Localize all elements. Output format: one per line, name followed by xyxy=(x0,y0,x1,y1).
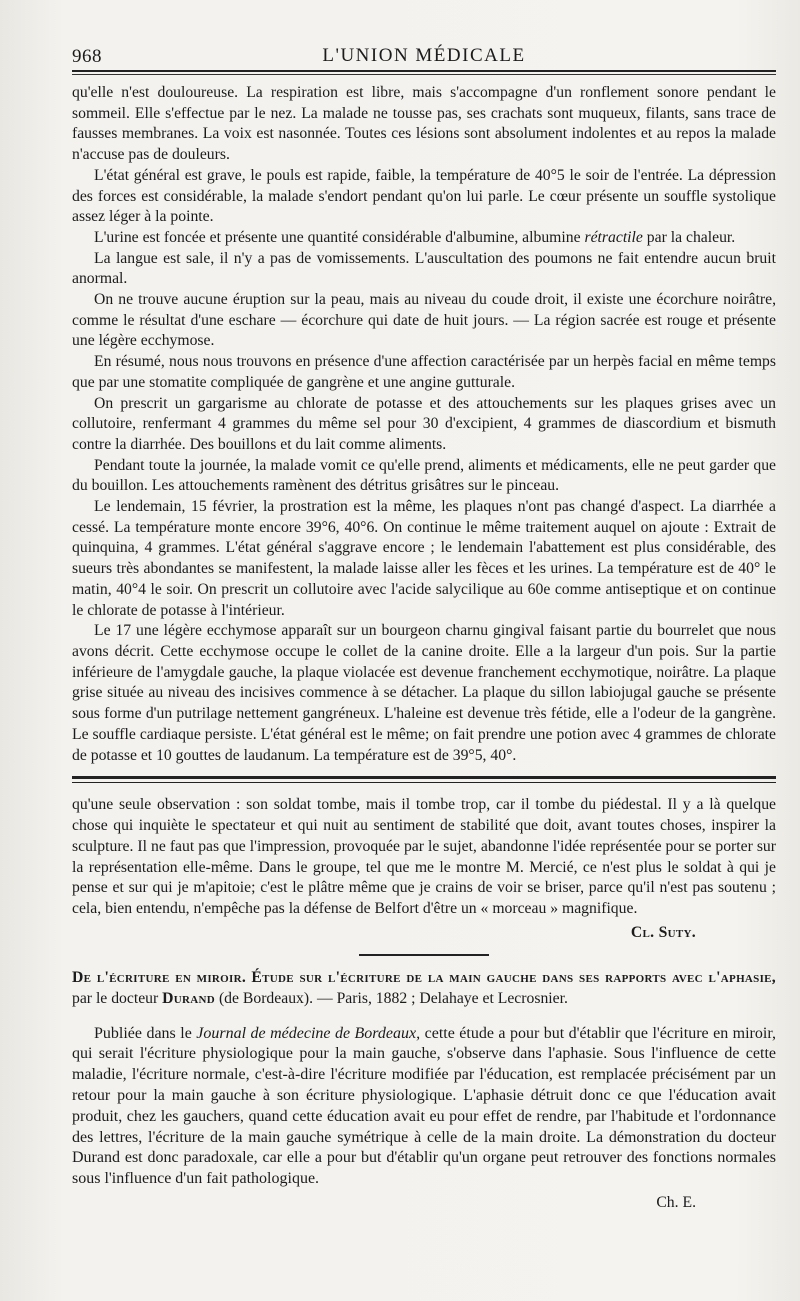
feuilleton xyxy=(72,795,776,944)
article-body xyxy=(72,83,776,766)
article-paragraph: On ne trouve aucune éruption sur la peau, mais au niveau du coude droit, il existe une écorchure noirâtre, comme le résultat d'une eschare — écorchure qui date de huit jours. — La région sacrée est rouge et présente une légère ecchymose. xyxy=(72,291,776,350)
journal-title: L'UNION MÉDICALE xyxy=(322,45,526,66)
review-author-suffix: (de Bordeaux). — Paris, 1882 ; Delahaye et Lecrosnier. xyxy=(218,989,568,1007)
italic-term: rétractile xyxy=(584,228,643,246)
running-head xyxy=(72,40,776,72)
feuilleton-signature xyxy=(72,922,776,944)
review-heading xyxy=(72,968,776,1010)
section-rule xyxy=(359,954,489,956)
article-paragraph: L'état général est grave, le pouls est rapide, faible, la température de 40°5 le soir de l'entrée. La dépression des forces est considérable, la malade s'endort pendant qu'on lui parle. Le cœur présente un souffle systolique assez léger à la pointe. xyxy=(72,166,776,226)
review-journal: Journal de médecine de Bordeaux, xyxy=(196,1024,421,1042)
review-text-after: cette étude a pour but d'établir que l'écriture en miroir, qui serait l'écriture physiologique pour la main gauche, s'observe dans l'aphasie. Sous l'influence de cette maladie, l'écriture normale, c'est-à-dire l'écriture modifiée par l'éducation, est remplacée précisément par un retour pour la main gauche à son écriture physiologique. L'aphasie détruit donc ce que l'éducation avait produit, chez les gauchers, quand cette éducation avait eu pour effet de rendre, par l'habitude et l'ordonnance des lettres, l'écriture de la main gauche symétrique à celle de la main droite. La démonstration du docteur Durand est donc paradoxale, car elle a pour but d'établir qu'un organe peut retrouver des fonctions normales sous l'influence d'un fait pathologique. xyxy=(72,1024,777,1188)
feuilleton-text: qu'une seule observation : son soldat tombe, mais il tombe trop, car il tombe du piédestal. Il y a là quelque chose qui inquiète le spectateur et qui nuit au sentiment de stabilité que doit, avant toutes choses, inspirer la sculpture. Il ne faut pas que l'impression, provoquée par le sujet, abandonne l'idée représentée pour se porter sur la représentation elle-même. Dans le groupe, tel que me le montre M. Mercié, ce n'est plus le soldat à qui je pense et sur qui je m'apitoie; c'est le plâtre même que je crains de voir se briser, parce qu'il n'est pas soutenu ; cela, bien entendu, n'empêche pas la défense de Belfort d'être un « morceau » magnifique. xyxy=(72,796,776,918)
signature-text: Cl. Suty. xyxy=(630,923,696,941)
page-number: 968 xyxy=(72,46,102,67)
article-paragraph-text: par la chaleur. xyxy=(646,228,736,246)
review-title-2: Étude sur l'écriture de la main gauche dans ses rapports avec l'aphasie, xyxy=(251,968,777,986)
review-body xyxy=(72,1024,776,1214)
review-text-before: Publiée dans le xyxy=(94,1024,192,1042)
article-paragraph: On prescrit un gargarisme au chlorate de potasse et des attouchements sur les plaques grises avec un collutoire, renfermant 4 grammes du même sel pour 30 d'excipient, 4 grammes de diascordium et bismuth contre la diarrhée. Des bouillons et du lait comme aliments. xyxy=(72,394,776,453)
review-author-prefix: par le docteur xyxy=(72,989,159,1007)
review-author: Durand xyxy=(162,989,216,1007)
article-paragraph: Le lendemain, 15 février, la prostration est la même, les plaques n'ont pas changé d'aspect. La diarrhée a cessé. La température monte encore 39°6, 40°6. On continue le même traitement auquel on ajoute : Extrait de quinquina, 4 grammes. L'état général s'aggrave encore ; le lendemain l'abattement est plus considérable, des sueurs très abondantes se manifestent, la malade laisse aller les fèces et les urines. La température est de 40° le matin, 40°4 le soir. On prescrit un collutoire avec l'acide salycilique au 60e comme antiseptique et on continue le chlorate de potasse à l'intérieur. xyxy=(72,498,776,619)
article-paragraph: En résumé, nous nous trouvons en présence d'une affection caractérisée par un herpès facial en même temps que par une stomatite compliquée de gangrène et une angine gutturale. xyxy=(72,353,776,391)
article-paragraph: La langue est sale, il n'y a pas de vomissements. L'auscultation des poumons ne fait entendre aucun bruit anormal. xyxy=(72,249,776,288)
header-rule xyxy=(72,74,776,75)
article-paragraph: qu'elle n'est douloureuse. La respiration est libre, mais s'accompagne d'un ronflement sonore pendant le sommeil. Elle s'effectue par le nez. La malade ne tousse pas, ses crachats sont muqueux, filants, sans trace de fausses membranes. La voix est nasonnée. Toutes ces lésions sont absolument indolentes et au repos la malade n'accuse pas de douleurs. xyxy=(72,84,776,164)
review-paragraph xyxy=(72,1024,776,1190)
feuilleton-separator xyxy=(72,776,776,783)
article-paragraph-text: L'urine est foncée et présente une quantité considérable d'albumine, albumine xyxy=(94,228,581,246)
article-paragraph: Pendant toute la journée, la malade vomit ce qu'elle prend, aliments et médicaments, elle ne peut garder que du bouillon. Les attouchements ramènent des détritus grisâtres sur le pinceau. xyxy=(72,456,776,495)
review-title-1: De l'écriture en miroir. xyxy=(72,968,247,986)
review-signature: Ch. E. xyxy=(656,1193,696,1211)
article-paragraph-urine xyxy=(72,228,776,249)
article-paragraph: Le 17 une légère ecchymose apparaît sur un bourgeon charnu gingival faisant partie du bourrelet que nous avons décrit. Cette ecchymose occupe le collet de la canine droite. Elle a la largeur d'un pois. Sur la partie inférieure de l'amygdale gauche, la plaque violacée est devenue franchement ecchymotique, noirâtre. La plaque grise située au niveau des incisives commence à se détacher. La plaque du sillon labiojugal gauche se présente sous forme d'un putrilage nettement gangréneux. L'haleine est devenue très fétide, elle a l'odeur de la gangrène. Le souffle cardiaque persiste. L'état général est le même; on fait prendre une potion avec 4 grammes de chlorate de potasse et 10 gouttes de laudanum. La température est de 39°5, 40°. xyxy=(72,622,776,764)
